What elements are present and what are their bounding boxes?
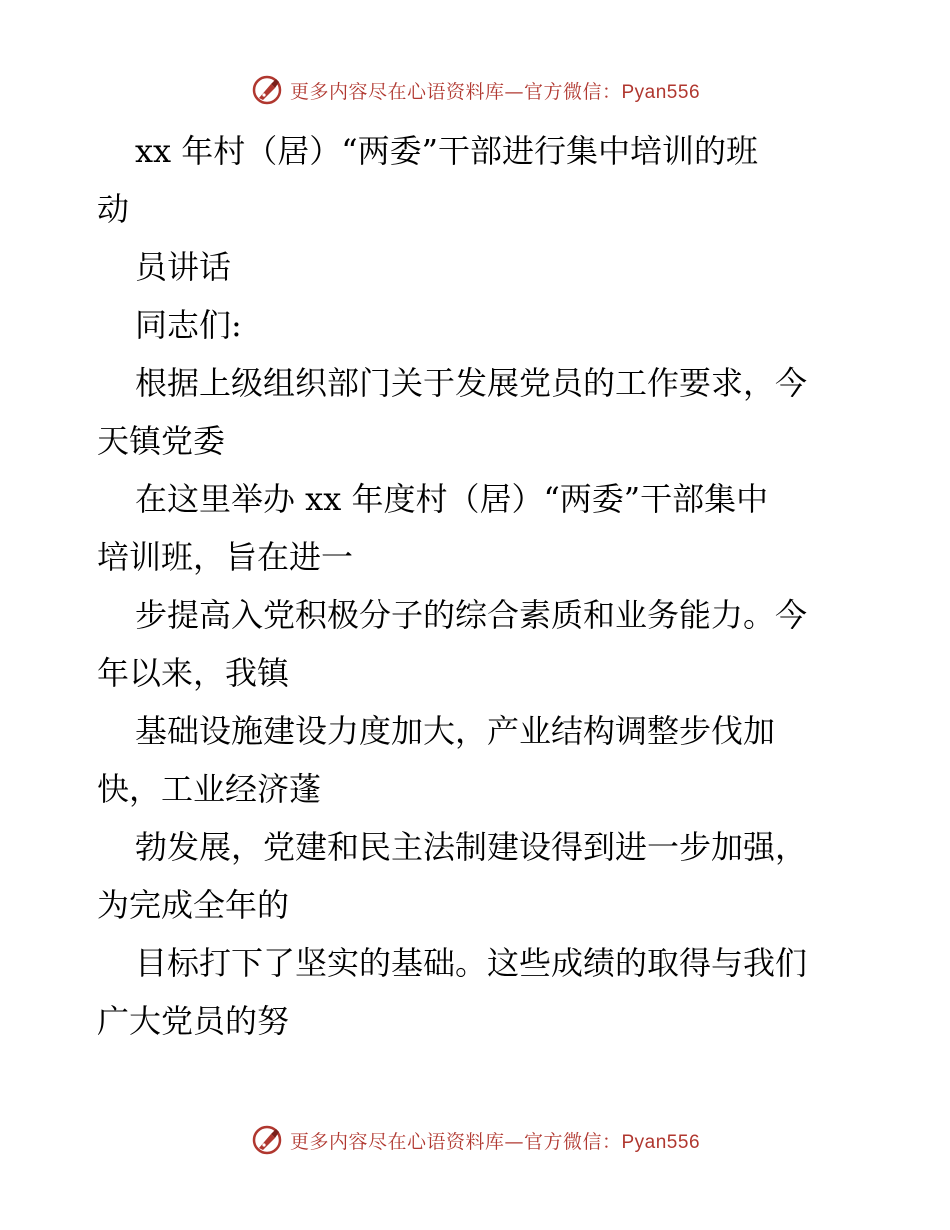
document-body <box>97 122 867 1050</box>
text-line: 动 <box>97 190 130 228</box>
text-line: 快，工业经济蓬 <box>97 770 322 808</box>
watermark-account: Pyan556 <box>621 1131 701 1153</box>
pen-nib-logo-icon <box>250 1123 284 1157</box>
pen-nib-logo-icon <box>250 73 284 107</box>
text-line: 步提高入党积极分子的综合素质和业务能力。今 <box>135 596 808 634</box>
text-line: 年以来，我镇 <box>97 654 290 692</box>
header-watermark <box>0 70 950 110</box>
watermark-text: 更多内容尽在心语资料库—官方微信：Pyan556 <box>289 1130 701 1153</box>
text-line: 员讲话 <box>135 248 232 286</box>
watermark-account: Pyan556 <box>621 81 701 103</box>
text-line: 为完成全年的 <box>97 886 290 924</box>
text-line: 天镇党委 <box>97 422 226 460</box>
text-line: 目标打下了坚实的基础。这些成绩的取得与我们 <box>135 944 808 982</box>
text-line: 根据上级组织部门关于发展党员的工作要求，今 <box>135 364 808 402</box>
text-line: 勃发展，党建和民主法制建设得到进一步加强， <box>135 828 808 866</box>
watermark-text: 更多内容尽在心语资料库—官方微信：Pyan556 <box>289 80 701 103</box>
text-line: 在这里举办 xx 年度村（居）“两委”干部集中 <box>135 480 769 518</box>
footer-watermark <box>0 1120 950 1160</box>
text-line: 基础设施建设力度加大，产业结构调整步伐加 <box>135 712 776 750</box>
text-line: 培训班，旨在进一 <box>97 538 354 576</box>
text-line: xx 年村（居）“两委”干部进行集中培训的班 <box>135 132 758 170</box>
text-line: 同志们: <box>135 306 242 344</box>
text-line: 广大党员的努 <box>97 1002 290 1040</box>
